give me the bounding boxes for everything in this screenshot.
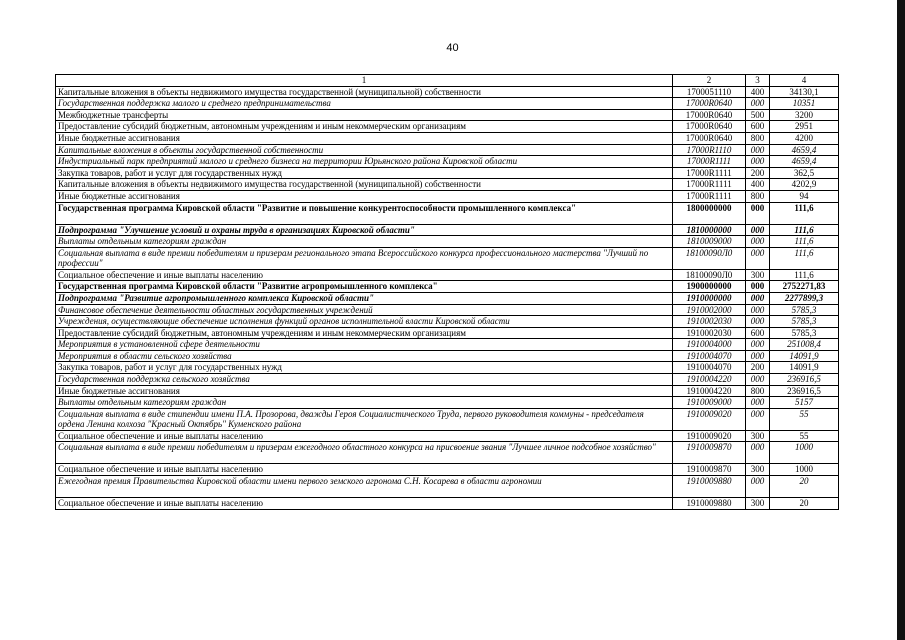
header-cell: 1 [56,75,673,87]
vr-cell: 400 [746,179,770,191]
code-cell: 17000R1110 [673,144,746,156]
name-cell: Социальная выплата в виде стипендии имени П.А. Прозорова, дважды Героя Социалистического Труда, первого руководителя коммуны - председателя ордена Ленина колхоза "Красный Октябрь" Куменского района [56,408,673,430]
amount-cell: 111,6 [770,224,839,236]
vr-cell: 400 [746,86,770,98]
code-cell: 17000R1111 [673,179,746,191]
table-row [56,269,839,281]
name-cell: Капитальные вложения в объекты недвижимого имущества государственной (муниципальной) собственности [56,179,673,191]
code-cell: 17000R0640 [673,98,746,110]
amount-cell: 111,6 [770,269,839,281]
vr-cell: 000 [746,247,770,269]
table-row [56,132,839,144]
vr-cell: 000 [746,339,770,351]
name-cell: Подпрограмма "Улучшение условий и охраны труда в организациях Кировской области" [56,224,673,236]
name-cell: Выплаты отдельным категориям граждан [56,397,673,409]
code-cell: 1910004220 [673,374,746,386]
vr-cell: 200 [746,362,770,374]
code-cell: 1700051110 [673,86,746,98]
table-row [56,247,839,269]
amount-cell: 3200 [770,109,839,121]
code-cell: 1910009880 [673,498,746,510]
code-cell: 1910004220 [673,385,746,397]
amount-cell: 2951 [770,121,839,133]
code-cell: 17000R1111 [673,190,746,202]
amount-cell: 2277899,3 [770,292,839,304]
code-cell: 1800000000 [673,202,746,224]
table-row [56,281,839,293]
name-cell: Государственная поддержка сельского хозяйства [56,374,673,386]
vr-cell: 300 [746,430,770,442]
vr-cell: 000 [746,224,770,236]
amount-cell: 1000 [770,464,839,476]
name-cell: Иные бюджетные ассигнования [56,132,673,144]
name-cell: Индустриальный парк предприятий малого и среднего бизнеса на территории Юрьянского района Кировской области [56,156,673,168]
header-cell: 4 [770,75,839,87]
vr-cell: 000 [746,476,770,498]
vr-cell: 300 [746,498,770,510]
amount-cell: 5157 [770,397,839,409]
amount-cell: 5785,3 [770,316,839,328]
table-row [56,316,839,328]
vr-cell: 300 [746,464,770,476]
amount-cell: 5785,3 [770,327,839,339]
page-number: 40 [446,42,459,54]
code-cell: 1910004000 [673,339,746,351]
table-row [56,350,839,362]
name-cell: Социальное обеспечение и иные выплаты населению [56,430,673,442]
table-row [56,408,839,430]
table-row [56,339,839,351]
header-cell: 3 [746,75,770,87]
code-cell: 1910002030 [673,327,746,339]
amount-cell: 236916,5 [770,385,839,397]
code-cell: 1810009000 [673,236,746,248]
name-cell: Социальная выплата в виде премии победителям и призерам регионального этапа Всероссийского конкурса профессионального мастерства "Лучший по профессии" [56,247,673,269]
vr-cell: 600 [746,121,770,133]
table-row [56,498,839,510]
code-cell: 1910009020 [673,408,746,430]
name-cell: Финансовое обеспечение деятельности областных государственных учреждений [56,304,673,316]
name-cell: Государственная поддержка малого и среднего предпринимательства [56,98,673,110]
name-cell: Социальная выплата в виде премии победителям и призерам ежегодного областного конкурса на присвоение звания "Лучшее личное подсобное хозяйство" [56,442,673,464]
name-cell: Предоставление субсидий бюджетным, автономным учреждениям и иным некоммерческим организациям [56,327,673,339]
name-cell: Социальное обеспечение и иные выплаты населению [56,498,673,510]
vr-cell: 000 [746,236,770,248]
code-cell: 1900000000 [673,281,746,293]
amount-cell: 251008,4 [770,339,839,351]
amount-cell: 55 [770,408,839,430]
table-row [56,430,839,442]
code-cell: 1910009870 [673,464,746,476]
table-row [56,202,839,224]
table-row [56,442,839,464]
code-cell: 1910004070 [673,350,746,362]
amount-cell: 111,6 [770,202,839,224]
table-row [56,304,839,316]
amount-cell: 34130,1 [770,86,839,98]
budget-table [55,74,839,510]
code-cell: 1810000000 [673,224,746,236]
name-cell: Ежегодная премия Правительства Кировской области имени первого земского агронома С.Н. Косарева в области агрономии [56,476,673,498]
name-cell: Мероприятия в установленной сфере деятельности [56,339,673,351]
amount-cell: 111,6 [770,236,839,248]
vr-cell: 800 [746,132,770,144]
amount-cell: 4659,4 [770,156,839,168]
amount-cell: 4202,9 [770,179,839,191]
code-cell: 18100090Л0 [673,247,746,269]
vr-cell: 200 [746,167,770,179]
name-cell: Предоставление субсидий бюджетным, автономным учреждениям и иным некоммерческим организациям [56,121,673,133]
amount-cell: 362,5 [770,167,839,179]
name-cell: Капитальные вложения в объекты недвижимого имущества государственной (муниципальной) собственности [56,86,673,98]
amount-cell: 5785,3 [770,304,839,316]
name-cell: Межбюджетные трансферты [56,109,673,121]
name-cell: Капитальные вложения в объекты государственной собственности [56,144,673,156]
amount-cell: 14091,9 [770,362,839,374]
code-cell: 1910002030 [673,316,746,328]
vr-cell: 600 [746,327,770,339]
table-row [56,236,839,248]
table-row [56,476,839,498]
name-cell: Государственная программа Кировской области "Развитие агропромышленного комплекса" [56,281,673,293]
amount-cell: 1000 [770,442,839,464]
code-cell: 17000R0640 [673,132,746,144]
amount-cell: 4200 [770,132,839,144]
amount-cell: 20 [770,476,839,498]
table-header-row [56,75,839,87]
vr-cell: 300 [746,269,770,281]
vr-cell: 000 [746,98,770,110]
table-row [56,385,839,397]
code-cell: 1910000000 [673,292,746,304]
vr-cell: 800 [746,385,770,397]
table-row [56,144,839,156]
table-row [56,121,839,133]
amount-cell: 14091,9 [770,350,839,362]
name-cell: Мероприятия в области сельского хозяйства [56,350,673,362]
amount-cell: 20 [770,498,839,510]
table-row [56,167,839,179]
name-cell: Подпрограмма "Развитие агропромышленного комплекса Кировской области" [56,292,673,304]
amount-cell: 10351 [770,98,839,110]
vr-cell: 000 [746,374,770,386]
code-cell: 1910009020 [673,430,746,442]
code-cell: 17000R1111 [673,156,746,168]
amount-cell: 111,6 [770,247,839,269]
code-cell: 18100090Л0 [673,269,746,281]
table-row [56,98,839,110]
scan-edge [897,0,905,640]
code-cell: 17000R0640 [673,109,746,121]
code-cell: 1910009870 [673,442,746,464]
vr-cell: 000 [746,156,770,168]
amount-cell: 2752271,83 [770,281,839,293]
name-cell: Выплаты отдельным категориям граждан [56,236,673,248]
vr-cell: 000 [746,350,770,362]
vr-cell: 000 [746,316,770,328]
vr-cell: 000 [746,408,770,430]
name-cell: Социальное обеспечение и иные выплаты населению [56,464,673,476]
code-cell: 1910002000 [673,304,746,316]
name-cell: Закупка товаров, работ и услуг для государственных нужд [56,167,673,179]
table-row [56,86,839,98]
vr-cell: 800 [746,190,770,202]
name-cell: Иные бюджетные ассигнования [56,190,673,202]
amount-cell: 55 [770,430,839,442]
vr-cell: 000 [746,281,770,293]
vr-cell: 000 [746,144,770,156]
vr-cell: 000 [746,304,770,316]
amount-cell: 94 [770,190,839,202]
table-row [56,224,839,236]
name-cell: Государственная программа Кировской области "Развитие и повышение конкурентоспособности промышленного комплекса" [56,202,673,224]
table-row [56,374,839,386]
code-cell: 17000R1111 [673,167,746,179]
amount-cell: 4659,4 [770,144,839,156]
table-row [56,190,839,202]
table-row [56,179,839,191]
code-cell: 1910009000 [673,397,746,409]
amount-cell: 236916,5 [770,374,839,386]
table-row [56,109,839,121]
vr-cell: 000 [746,442,770,464]
header-cell: 2 [673,75,746,87]
vr-cell: 000 [746,202,770,224]
table-row [56,464,839,476]
name-cell: Социальное обеспечение и иные выплаты населению [56,269,673,281]
table-row [56,292,839,304]
name-cell: Иные бюджетные ассигнования [56,385,673,397]
table-row [56,327,839,339]
vr-cell: 500 [746,109,770,121]
table-row [56,156,839,168]
table-row [56,397,839,409]
vr-cell: 000 [746,397,770,409]
code-cell: 17000R0640 [673,121,746,133]
name-cell: Учреждения, осуществляющие обеспечение исполнения функций органов исполнительной власти Кировской области [56,316,673,328]
table-row [56,362,839,374]
vr-cell: 000 [746,292,770,304]
code-cell: 1910004070 [673,362,746,374]
code-cell: 1910009880 [673,476,746,498]
name-cell: Закупка товаров, работ и услуг для государственных нужд [56,362,673,374]
